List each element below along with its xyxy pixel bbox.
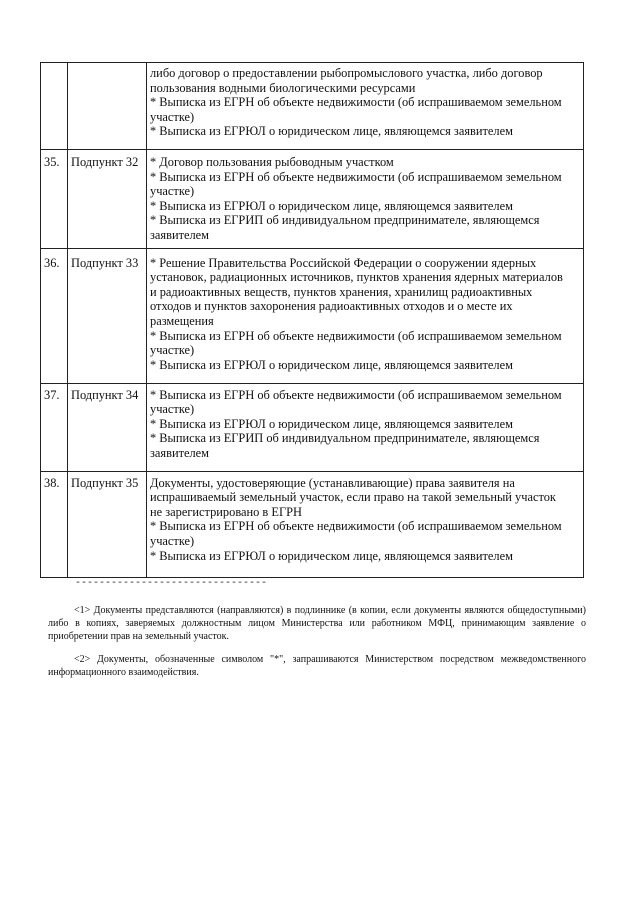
footnote-separator: -------------------------------- [75,578,268,589]
text-line: заявителем [150,445,210,460]
text-line: участке) [150,402,195,417]
text-line: пользования водными биологическими ресурсами [150,80,416,95]
text-line: * Выписка из ЕГРН об объекте недвижимости (об испрашиваемом земельном [150,95,562,110]
table-row [41,63,584,150]
row-documents [147,383,584,471]
row-documents [147,471,584,577]
row-number: 36. [41,248,68,383]
text-line: * Выписка из ЕГРН об объекте недвижимости (об испрашиваемом земельном [150,169,562,184]
text-line: * Выписка из ЕГРЮЛ о юридическом лице, являющемся заявителем [150,198,513,213]
text-line: заявителем [150,227,210,242]
row-number: 35. [41,150,68,249]
text-line: отходов и пунктов захоронения радиоактивных отходов и о месте их [150,299,513,314]
text-line: * Выписка из ЕГРН об объекте недвижимости (об испрашиваемом земельном [150,328,562,343]
row-number: 38. [41,471,68,577]
text-line: испрашиваемый земельный участок, если право на такой земельный участок [150,490,556,505]
row-subpoint [68,63,147,150]
text-line: * Выписка из ЕГРИП об индивидуальном предпринимателе, являющемся [150,431,540,446]
row-subpoint: Подпункт 35 [68,471,147,577]
table-row [41,383,584,471]
text-line: * Выписка из ЕГРЮЛ о юридическом лице, являющемся заявителем [150,548,513,563]
text-line: * Выписка из ЕГРЮЛ о юридическом лице, являющемся заявителем [150,416,513,431]
table-row [41,150,584,249]
row-subpoint: Подпункт 34 [68,383,147,471]
row-documents [147,150,584,249]
footnote-1 [48,604,586,643]
footnote-text: <1> Документы представляются (направляются) в подлиннике (в копии, если документы являются общедоступными) либо в копиях, заверяемых должностным лицом Министерства или работником МФЦ, принимающим заявление о приобретении прав на земельный участок. [48,605,586,642]
footnote-2 [48,653,586,679]
text-line: и радиоактивных веществ, пунктов хранения, хранилищ радиоактивных [150,284,533,299]
text-line: * Выписка из ЕГРИП об индивидуальном предпринимателе, являющемся [150,213,540,228]
text-line: * Выписка из ЕГРЮЛ о юридическом лице, являющемся заявителем [150,124,513,139]
table-row [41,471,584,577]
row-subpoint: Подпункт 32 [68,150,147,249]
text-line: Документы, удостоверяющие (устанавливающие) права заявителя на [150,475,515,490]
text-line: * Решение Правительства Российской Федерации о сооружении ядерных [150,255,537,270]
text-line: не зарегистрировано в ЕГРН [150,504,302,519]
text-line: либо договор о предоставлении рыбопромыслового участка, либо договор [150,66,543,80]
text-line: установок, радиационных источников, пунктов хранения ядерных материалов [150,270,563,285]
text-line: участке) [150,343,195,358]
text-line: * Выписка из ЕГРН об объекте недвижимости (об испрашиваемом земельном [150,519,562,534]
row-number [41,63,68,150]
text-line: * Выписка из ЕГРН об объекте недвижимости (об испрашиваемом земельном [150,387,562,402]
row-subpoint: Подпункт 33 [68,248,147,383]
text-line: * Договор пользования рыбоводным участком [150,155,394,169]
row-number: 37. [41,383,68,471]
text-line: участке) [150,533,195,548]
text-line: * Выписка из ЕГРЮЛ о юридическом лице, являющемся заявителем [150,357,513,372]
text-line: участке) [150,184,195,199]
footnote-text: <2> Документы, обозначенные символом "*", запрашиваются Министерством посредством межведомственного информационного взаимодействия. [48,654,586,678]
row-documents [147,248,584,383]
documents-table [40,62,584,578]
row-documents [147,63,584,150]
text-line: участке) [150,109,195,124]
text-line: размещения [150,313,214,328]
table-row [41,248,584,383]
